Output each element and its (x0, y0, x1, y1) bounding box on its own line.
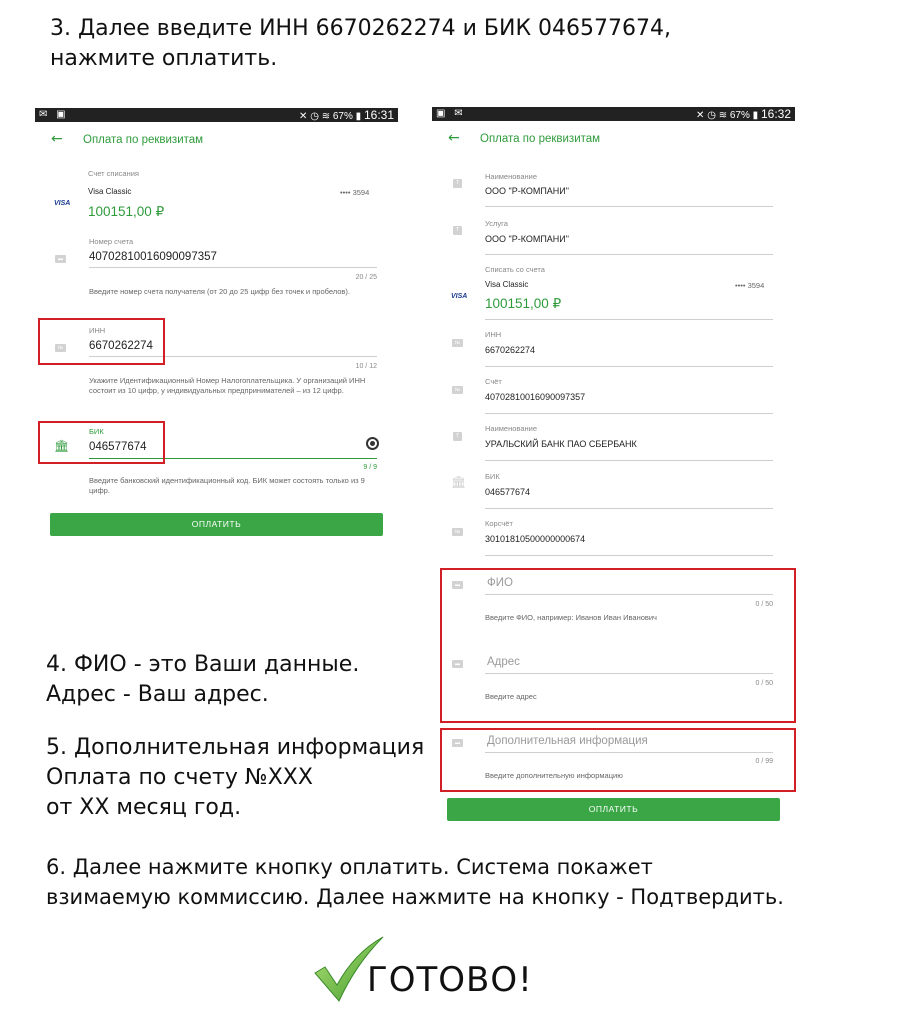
step5-line2: Оплата по счету №XXX (46, 765, 313, 790)
fio-address-highlight (440, 568, 796, 723)
info-icon: ▬ (452, 739, 463, 747)
bik-value: 046577674 (485, 487, 531, 497)
inn-label: ИНН (485, 330, 502, 339)
person-icon: ▬ (452, 581, 463, 589)
card-name[interactable]: Visa Classic (485, 280, 529, 289)
bank-icon: 🏛︎ (451, 475, 467, 489)
inn-icon: № (55, 344, 66, 352)
divider (485, 413, 773, 414)
inn-input[interactable]: 6670262274 (89, 340, 153, 352)
clock: 16:31 (363, 108, 394, 122)
step4-line1: 4. ФИО - это Ваши данные. (46, 652, 360, 677)
fio-counter: 0 / 50 (755, 601, 773, 608)
scan-icon[interactable] (366, 437, 379, 450)
inn-icon: № (452, 339, 463, 347)
name-label: Наименование (485, 172, 537, 181)
step6-line1: 6. Далее нажмите кнопку оплатить. Система покажет (46, 855, 653, 879)
corr-account-icon: № (452, 528, 463, 536)
step4-line2: Адрес - Ваш адрес. (46, 682, 269, 707)
done-label: ГОТОВО! (367, 960, 533, 1000)
step6-line2: взимаемую коммиссию. Далее нажмите на кнопку - Подтвердить. (46, 885, 784, 909)
bank-name-label: Наименование (485, 424, 537, 433)
step5-instruction (46, 733, 424, 823)
address-input[interactable]: Адрес (487, 656, 520, 668)
divider (485, 254, 773, 255)
account-label: Счёт (485, 377, 502, 386)
page-title: Оплата по реквизитам (83, 134, 204, 146)
back-arrow-icon[interactable]: ← (51, 131, 63, 147)
card-mask: •••• 3594 (735, 281, 765, 290)
additional-info-input[interactable]: Дополнительная информация (487, 735, 648, 747)
fio-hint: Введите ФИО, например: Иванов Иван Иванович (485, 613, 657, 622)
account-number-label: Номер счета (89, 237, 134, 246)
service-label: Услуга (485, 219, 508, 228)
address-icon: ▬ (452, 660, 463, 668)
account-number-counter: 20 / 25 (355, 274, 377, 281)
divider (485, 319, 773, 320)
account-number-hint: Введите номер счета получателя (от 20 до 25 цифр без точек и пробелов). (89, 287, 350, 296)
visa-logo-icon: VISA (451, 293, 468, 300)
corr-account-label: Корсчёт (485, 519, 513, 528)
name-value: ООО "Р-КОМПАНИ" (485, 186, 569, 196)
address-hint: Введите адрес (485, 692, 537, 701)
clock: 16:32 (760, 107, 791, 121)
step5-line1: 5. Дополнительная информация (46, 735, 425, 760)
bik-label: БИК (485, 472, 500, 481)
additional-info-highlight (440, 728, 796, 792)
pay-button[interactable]: ОПЛАТИТЬ (50, 513, 383, 536)
text-icon: T (453, 179, 462, 188)
step3-line1: 3. Далее введите ИНН 6670262274 и БИК 046577674, (50, 16, 672, 41)
battery-icon: ▮ (355, 111, 362, 122)
service-value: ООО "Р-КОМПАНИ" (485, 234, 569, 244)
bik-input[interactable]: 046577674 (89, 441, 147, 453)
address-counter: 0 / 50 (755, 680, 773, 687)
account-value: 40702810016090097357 (485, 392, 586, 402)
text-icon: T (453, 226, 462, 235)
visa-logo-icon: VISA (54, 200, 71, 207)
divider (485, 508, 773, 509)
battery-level: 67% (332, 111, 353, 122)
status-bar (35, 108, 398, 122)
step6-instruction (46, 852, 784, 912)
back-arrow-icon[interactable]: ← (448, 130, 460, 146)
divider (485, 206, 773, 207)
fio-input[interactable]: ФИО (487, 577, 513, 589)
bik-counter: 9 / 9 (363, 464, 377, 471)
step3-line2: нажмите оплатить. (50, 46, 278, 71)
bik-label: БИК (89, 427, 104, 436)
card-mask: •••• 3594 (340, 188, 370, 197)
bank-name-value: УРАЛЬСКИЙ БАНК ПАО СБЕРБАНК (485, 439, 637, 449)
account-icon: № (452, 386, 463, 394)
inn-highlight (38, 318, 165, 365)
step4-instruction (46, 650, 359, 710)
app-bar (432, 123, 795, 155)
additional-info-counter: 0 / 99 (755, 758, 773, 765)
page-title: Оплата по реквизитам (480, 133, 601, 145)
divider (485, 555, 773, 556)
bik-hint: Введите банковский идентификационный код. БИК может состоять только из 9 цифр. (89, 476, 365, 495)
document-icon: ▬ (55, 255, 66, 263)
inn-value: 6670262274 (485, 345, 536, 355)
notification-icons: ▣ ✉ (436, 108, 466, 119)
step3-instruction (50, 14, 671, 74)
battery-level: 67% (729, 110, 750, 121)
card-balance: 100151,00 ₽ (485, 296, 562, 311)
additional-info-hint: Введите дополнительную информацию (485, 771, 623, 780)
from-account-label: Списать со счета (485, 265, 545, 274)
pay-button[interactable]: ОПЛАТИТЬ (447, 798, 780, 821)
card-balance: 100151,00 ₽ (88, 204, 165, 219)
status-icons: ✕ ◷ ≋ (299, 111, 333, 122)
account-label: Счет списания (88, 169, 139, 178)
divider (485, 366, 773, 367)
battery-icon: ▮ (752, 110, 759, 121)
notification-icons: ✉ ▣ (39, 109, 69, 120)
account-number-underline (89, 267, 377, 268)
inn-counter: 10 / 12 (355, 363, 377, 370)
divider (485, 460, 773, 461)
corr-account-value: 30101810500000000674 (485, 534, 586, 544)
text-icon: T (453, 432, 462, 441)
inn-hint: Укажите Идентификационный Номер Налогоплательщика. У организаций ИНН состоит из 10 цифр, у индивидуальных предпринимателей – из 12 цифр. (89, 376, 366, 395)
step5-line3: от XX месяц год. (46, 795, 242, 820)
status-icons: ✕ ◷ ≋ (696, 110, 730, 121)
card-name[interactable]: Visa Classic (88, 187, 132, 196)
account-number-input[interactable]: 40702810016090097357 (89, 251, 217, 263)
status-bar (432, 107, 795, 121)
app-bar (35, 124, 398, 156)
bank-icon: 🏛︎ (54, 439, 70, 453)
inn-label: ИНН (89, 326, 106, 335)
bik-highlight (38, 421, 165, 464)
